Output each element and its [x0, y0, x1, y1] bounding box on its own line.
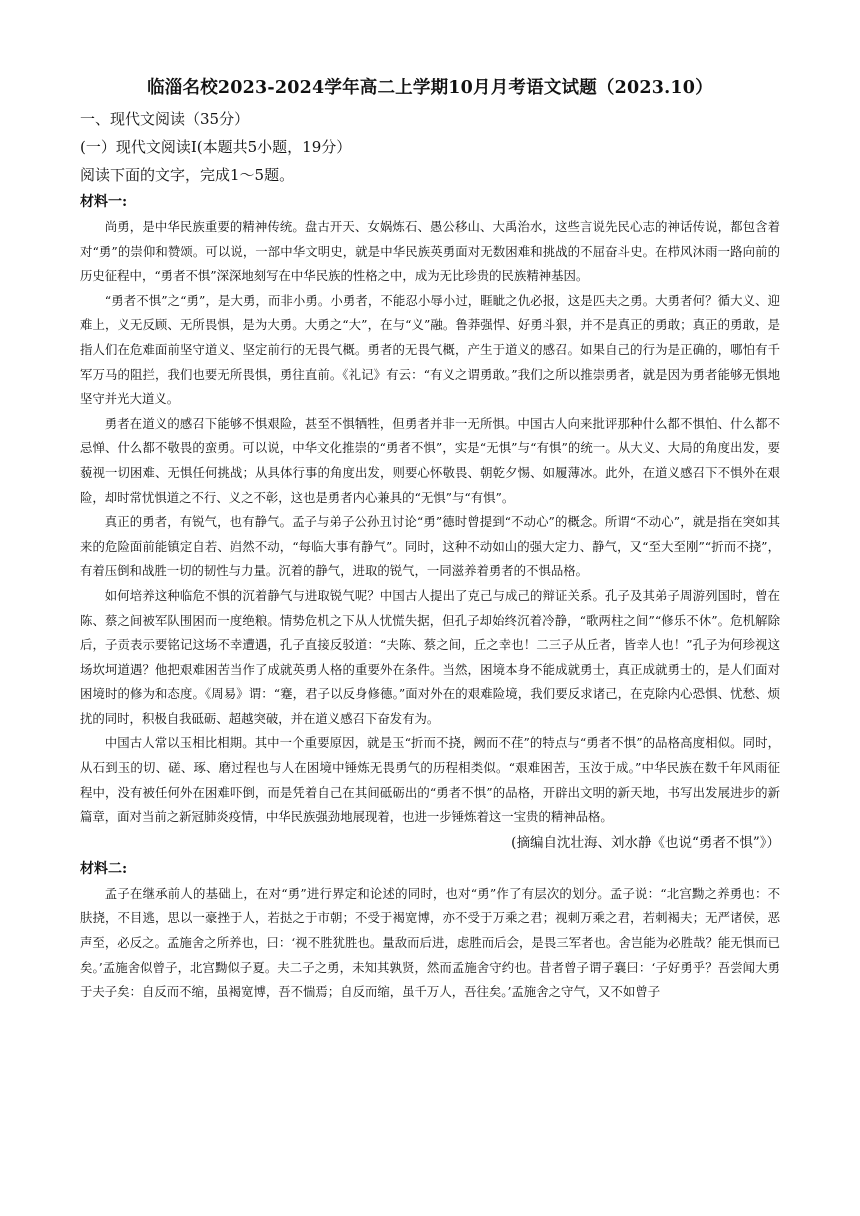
exam-page	[80, 74, 780, 1005]
material1-label: 材料一:	[80, 194, 128, 210]
material1-source: (摘编自沈壮海、刘水静《也说“勇者不惧”》）	[511, 834, 780, 851]
material1-paragraph: 尚勇，是中华民族重要的精神传统。盘古开天、女娲炼石、愚公移山、大禹治水，这些言说先民心志的神话传说，都包含着对“勇”的崇仰和赞颂。可以说，一部中华文明史，就是中华民族英勇面对无数困难和挑战的不屈奋斗史。在栉风沐雨一路向前的历史征程中，“勇者不惧”深深地刻写在中华民族的性格之中，成为无比珍贵的民族精神基因。	[80, 219, 780, 284]
material1-paragraph: 如何培养这种临危不惧的沉着静气与进取锐气呢？中国古人提出了克己与成己的辩证关系。孔子及其弟子周游列国时，曾在陈、蔡之间被军队围困而一度绝粮。情势危机之下从人忧慌失据，但孔子却始终沉着冷静，“歌两柱之间”“修乐不休”。危机解除后，子贡表示要铭记这场不幸遭遇，孔子直接反驳道：“夫陈、蔡之间，丘之幸也！二三子从丘者，皆幸人也！”孔子为何珍视这场坎坷道遇？他把艰难困苦当作了成就英勇人格的重要外在条件。当然，困境本身不能成就勇士，真正成就勇士的，是人们面对困境时的修为和态度。《周易》谓：“蹇，君子以反身修德。”面对外在的艰难险境，我们要反求诸己，在克除内心恐惧、忧愁、烦扰的同时，积极自我砥砺、超越突破，并在道义感召下奋发有为。	[80, 587, 780, 726]
exam-title: 临淄名校2023-2024学年高二上学期10月月考语文试题（2023.10）	[147, 78, 713, 98]
material1-paragraph: “勇者不惧”之“勇”，是大勇，而非小勇。小勇者，不能忍小辱小过，睚眦之仇必报，这是匹夫之勇。大勇者何？循大义、迎难上，义无反顾、无所畏惧，是为大勇。大勇之“大”，在与“义”融。鲁莽强悍、好勇斗狠，并不是真正的勇敢；真正的勇敢，是指人们在危难面前坚守道义、坚定前行的无畏气概。勇者的无畏气概，产生于道义的感召。如果自己的行为是正确的，哪怕有千军万马的阻拦，我们也要无所畏惧，勇往直前。《礼记》有云：“有义之谓勇敢。”我们之所以推崇勇者，就是因为勇者能够无惧地坚守并光大道义。	[80, 292, 780, 407]
subsection-heading: (一）现代文阅读Ⅰ(本题共5小题，19分）	[80, 138, 352, 156]
material1-paragraph: 中国古人常以玉相比相期。其中一个重要原因，就是玉“折而不挠，阙而不荏”的特点与“勇者不惧”的品格高度相似。同时，从石到玉的切、磋、琢、磨过程也与人在困境中锤炼无畏勇气的历程相类似。“艰难困苦，玉汝于成。”中华民族在数千年风雨征程中，没有被任何外在困难吓倒，而是凭着自己在其间砥砺出的“勇者不惧”的品格，开辟出文明的新天地，书写出发展进步的新篇章，面对当前之新冠肺炎疫情，中华民族强劲地展现着，也进一步锤炼着这一宝贵的精神品格。	[80, 735, 780, 825]
reading-instruction: 阅读下面的文字，完成1～5题。	[80, 166, 295, 184]
material1-paragraph: 勇者在道义的感召下能够不惧艰险，甚至不惧牺牲，但勇者并非一无所惧。中国古人向来批评那种什么都不惧怕、什么都不忌惮、什么都不敬畏的蛮勇。可以说，中华文化推崇的“勇者不惧”，实是“无惧”与“有惧”的统一。从大义、大局的角度出发，要藐视一切困难、无惧任何挑战；从具体行事的角度出发，则要心怀敬畏、朝乾夕惕、如履薄冰。此外，在道义感召下不惧外在艰险，却时常忧惧道之不行、义之不彰，这也是勇者内心兼具的“无惧”与“有惧”。	[80, 415, 780, 505]
section-heading: 一、现代文阅读（35分）	[80, 110, 250, 128]
material2-label: 材料二:	[80, 860, 128, 877]
material2-paragraph: 孟子在继承前人的基础上，在对“勇”进行界定和论述的同时，也对“勇”作了有层次的划分。孟子说：“北宫黝之养勇也：不肤挠，不目逃，思以一豪挫于人，若挞之于市朝；不受于褐宽博，亦不受于万乘之君；视刺万乘之君，若刺褐夫；无严诸侯，恶声至，必反之。孟施舍之所养也，曰：‘视不胜犹胜也。量敌而后进，虑胜而后会，是畏三军者也。舍岂能为必胜哉？能无惧而已矣。’孟施舍似曾子，北宫黝似子夏。夫二子之勇，未知其孰贤，然而孟施舍守约也。昔者曾子谓子襄曰：‘子好勇乎？吾尝闻大勇于夫子矣：自反而不缩，虽褐宽博，吾不惴焉；自反而缩，虽千万人，吾往矣。’孟施舍之守气，又不如曾子	[80, 885, 780, 1000]
material1-paragraph: 真正的勇者，有锐气，也有静气。孟子与弟子公孙丑讨论“勇”德时曾提到“不动心”的概念。所谓“不动心”，就是指在突如其来的危险面前能镇定自若、岿然不动，“每临大事有静气”。同时，这种不动如山的强大定力、静气，又“至大至刚”“折而不挠”，有着压倒和战胜一切的韧性与力量。沉着的静气，进取的锐气，一同滋养着勇者的不惧品格。	[80, 514, 780, 579]
